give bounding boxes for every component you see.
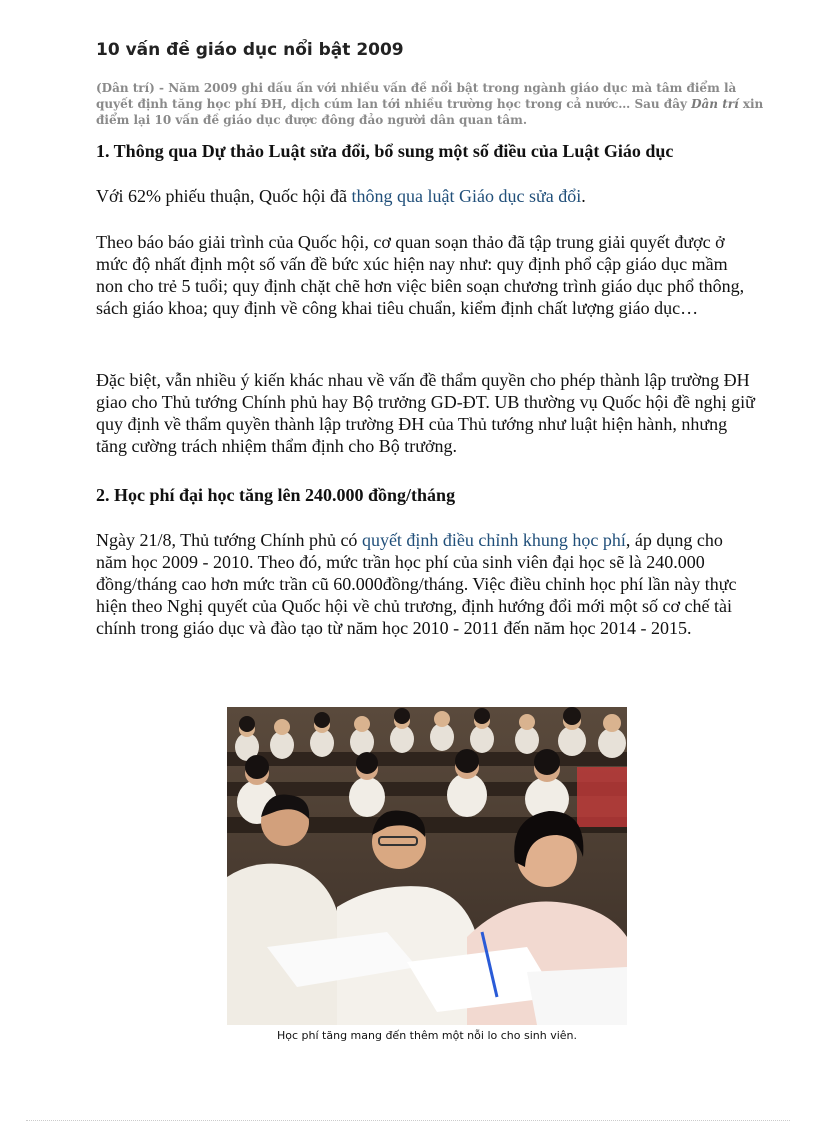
students-classroom-photo [227, 707, 627, 1025]
lead-italic-source: Dân trí [691, 97, 739, 111]
section1-paragraph-2: Theo báo báo giải trình của Quốc hội, cơ quan soạn thảo đã tập trung giải quyết được ở mức độ nhất định một số vấn đề bức xúc hiện nay như: quy định phổ cập giáo dục mầm non cho trẻ 5 tuổi; quy định chặt chẽ hơn việc biên soạn chương trình giáo dục phổ thông, sách giáo khoa; quy định về công khai tiêu chuẩn, kiểm định chất lượng giáo dục… [96, 232, 745, 318]
section1-heading: 1. Thông qua Dự thảo Luật sửa đổi, bổ sung một số điều của Luật Giáo dục [96, 141, 674, 161]
section2-p1-text: Ngày 21/8, Thủ tướng Chính phủ có [96, 530, 362, 550]
tuition-decision-link[interactable]: quyết định điều chỉnh khung học phí [361, 530, 626, 550]
lead-text-2: xin điểm lại 10 vấn đề giáo dục được đông đảo người dân quan tâm. [96, 97, 764, 127]
photo-caption: Học phí tăng mang đến thêm một nỗi lo cho sinh viên. [276, 1029, 577, 1042]
footer-dotted-rule [26, 1120, 790, 1121]
section2-p1-rest: , áp dụng cho năm học 2009 - 2010. Theo đó, mức trần học phí của sinh viên đại học sẽ là 240.000 đồng/tháng cao hơn mức trần cũ 60.000đồng/tháng. Việc điều chỉnh học phí lần này thực hiện theo Nghị quyết của Quốc hội về chủ trương, định hướng đổi mới một số cơ chế tài chính trong giáo dục và đào tạo từ năm học 2010 - 2011 đến năm học 2014 - 2015. [96, 530, 737, 638]
section1-paragraph-3: Đặc biệt, vẫn nhiều ý kiến khác nhau về vấn đề thẩm quyền cho phép thành lập trường ĐH giao cho Thủ tướng Chính phủ hay Bộ trưởng GD-ĐT. UB thường vụ Quốc hội đề nghị giữ quy định về thẩm quyền thành lập trường ĐH của Thủ tướng như luật hiện hành, nhưng tăng cường trách nhiệm thẩm định cho Bộ trưởng. [96, 370, 755, 456]
article-lead [96, 80, 768, 128]
education-law-link[interactable]: thông qua luật Giáo dục sửa đổi [351, 186, 582, 206]
lead-text-1: (Dân trí) - Năm 2009 ghi dấu ấn với nhiều vấn đề nổi bật trong ngành giáo dục mà tâm điểm là quyết định tăng học phí ĐH, dịch cúm lan tới nhiều trường học trong cả nước… Sau đây [96, 81, 737, 111]
section2-paragraph-1 [96, 529, 756, 639]
section1-p1-text: Với 62% phiếu thuận, Quốc hội đã [96, 186, 352, 206]
section1-paragraph-1 [96, 185, 756, 207]
section2-heading: 2. Học phí đại học tăng lên 240.000 đồng/tháng [96, 485, 456, 505]
article-title: 10 vấn đề giáo dục nổi bật 2009 [96, 40, 404, 60]
section1-p1-end: . [581, 186, 586, 206]
